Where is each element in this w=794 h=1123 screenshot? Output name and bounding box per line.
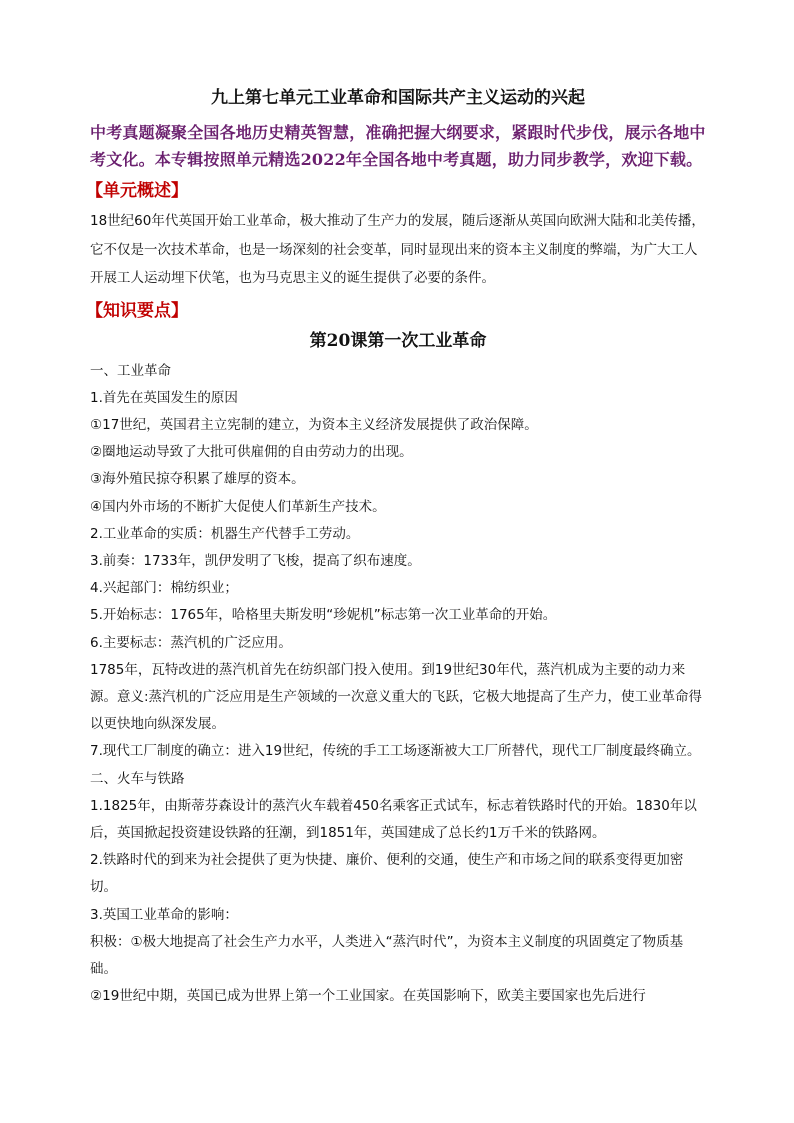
overview-heading: 【单元概述】 (86, 181, 188, 201)
document-title: 九上第七单元工业革命和国际共产主义运动的兴起 (211, 88, 585, 108)
knowledge-heading: 【知识要点】 (86, 300, 188, 321)
text-line: ①17世纪，英国君主立宪制的建立，为资本主义经济发展提供了政治保障。 (90, 416, 538, 433)
intro-paragraph: 中考真题凝聚全国各地历史精英智慧，准确把握大纲要求，紧跟时代步伐，展示各地中考文化。本专辑按照单元精选2022年全国各地中考真题，助力同步教学，欢迎下载。 (90, 123, 706, 169)
text-line: ④国内外市场的不断扩大促使人们革新生产技术。 (90, 498, 386, 515)
text-line: 2.工业革命的实质：机器生产代替手工劳动。 (90, 525, 360, 542)
document-page (86, 86, 706, 1010)
text-line: 1.首先在英国发生的原因 (90, 389, 238, 406)
text-line: 2.铁路时代的到来为社会提供了更为快捷、廉价、便利的交通，使生产和市场之间的联系变得更加密切。 (90, 852, 684, 896)
text-line: 5.开始标志：1765年，哈格里夫斯发明“珍妮机”标志第一次工业革命的开始。 (90, 607, 557, 624)
text-line: 7.现代工厂制度的确立：进入19世纪，传统的手工工场逐渐被大工厂所替代，现代工厂制度最终确立。 (90, 743, 701, 760)
text-line: 3.前奏：1733年，凯伊发明了飞梭，提高了织布速度。 (90, 552, 421, 569)
text-line: 积极：①极大地提高了社会生产力水平，人类进入“蒸汽时代”，为资本主义制度的巩固奠定了物质基础。 (90, 933, 684, 977)
text-line: 3.英国工业革命的影响： (90, 906, 238, 923)
overview-paragraph: 18世纪60年代英国开始工业革命，极大推动了生产力的发展，随后逐渐从英国向欧洲大陆和北美传播，它不仅是一次技术革命，也是一场深刻的社会变革，同时显现出来的资本主义制度的弊端，为广大工人开展工人运动埋下伏笔，也为马克思主义的诞生提供了必要的条件。 (90, 213, 705, 286)
text-line: 6.主要标志：蒸汽机的广泛应用。 (90, 634, 292, 651)
text-line: ②19世纪中期，英国已成为世界上第一个工业国家。在英国影响下，欧美主要国家也先后进行 (90, 988, 646, 1005)
text-line: 1785年，瓦特改进的蒸汽机首先在纺织部门投入使用。到19世纪30年代，蒸汽机成为主要的动力来源。意义:蒸汽机的广泛应用是生产领域的一次意义重大的飞跃，它极大地提高了生产力，使工业革命得以更快地向纵深发展。 (90, 661, 703, 733)
text-line: 一、工业革命 (90, 362, 171, 379)
text-line: ②圈地运动导致了大批可供雇佣的自由劳动力的出现。 (90, 444, 413, 461)
text-line: 4.兴起部门：棉纺织业； (90, 580, 238, 597)
lesson-title: 第20课第一次工业革命 (309, 330, 487, 351)
text-line: ③海外殖民掠夺积累了雄厚的资本。 (90, 471, 305, 488)
text-line: 二、火车与铁路 (90, 770, 185, 787)
text-line: 1.1825年，由斯蒂芬森设计的蒸汽火车载着450名乘客正式试车，标志着铁路时代的开始。1830年以后，英国掀起投资建设铁路的狂潮，到1851年，英国建成了总长约1万千米的铁路网。 (90, 797, 697, 841)
